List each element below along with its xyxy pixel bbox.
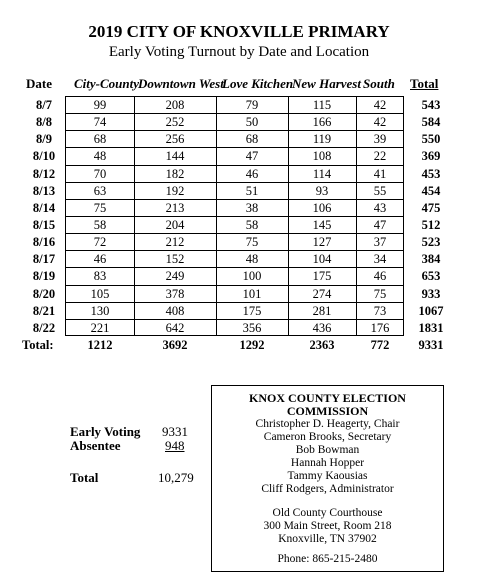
document-title: 2019 CITY OF KNOXVILLE PRIMARY bbox=[88, 22, 390, 41]
total-city-county: 1212 bbox=[87, 338, 113, 352]
cell-new-harvest: 114 bbox=[312, 166, 332, 181]
cell-south: 34 bbox=[373, 252, 387, 267]
summary-total-value: 10,279 bbox=[158, 470, 194, 485]
header-south: South bbox=[363, 76, 395, 91]
cell-south: 75 bbox=[373, 286, 387, 301]
cell-south: 39 bbox=[373, 132, 387, 147]
cell-new-harvest: 166 bbox=[312, 115, 332, 130]
cell-city-county: 63 bbox=[93, 183, 107, 198]
cell-new-harvest: 127 bbox=[312, 235, 332, 250]
grid-row-line bbox=[65, 113, 404, 114]
cell-love-kitchen: 51 bbox=[245, 183, 259, 198]
grid-row-line bbox=[65, 233, 404, 234]
row-date: 8/10 bbox=[32, 149, 56, 164]
cell-south: 37 bbox=[373, 235, 387, 250]
cell-downtown-west: 252 bbox=[165, 115, 185, 130]
cell-city-county: 58 bbox=[93, 218, 107, 232]
cell-love-kitchen: 75 bbox=[245, 235, 259, 250]
totals-label: Total: bbox=[22, 338, 54, 352]
cell-downtown-west: 213 bbox=[165, 200, 185, 215]
row-total: 1067 bbox=[418, 303, 444, 318]
cell-downtown-west: 256 bbox=[165, 132, 185, 147]
cell-downtown-west: 642 bbox=[165, 320, 185, 335]
row-date: 8/12 bbox=[32, 166, 56, 181]
cell-love-kitchen: 58 bbox=[245, 218, 259, 232]
cell-new-harvest: 274 bbox=[312, 286, 332, 301]
commission-title-2: COMMISSION bbox=[286, 404, 369, 418]
header-total: Total bbox=[410, 76, 439, 91]
total-love-kitchen: 1292 bbox=[239, 338, 265, 352]
cell-south: 22 bbox=[373, 149, 387, 164]
row-total: 584 bbox=[421, 115, 441, 130]
cell-new-harvest: 108 bbox=[312, 149, 332, 164]
grid-row-line bbox=[65, 319, 404, 320]
grid-row-line bbox=[65, 216, 404, 217]
cell-city-county: 68 bbox=[93, 132, 107, 147]
row-date: 8/15 bbox=[32, 218, 56, 232]
cell-downtown-west: 182 bbox=[165, 166, 185, 181]
row-total: 523 bbox=[421, 235, 441, 250]
cell-south: 41 bbox=[373, 166, 387, 181]
cell-new-harvest: 145 bbox=[312, 218, 332, 232]
cell-new-harvest: 436 bbox=[312, 320, 332, 335]
cell-city-county: 83 bbox=[93, 269, 107, 284]
cell-love-kitchen: 68 bbox=[245, 132, 259, 147]
address-line: Knoxville, TN 37902 bbox=[278, 533, 377, 545]
cell-city-county: 99 bbox=[93, 98, 107, 112]
row-date: 8/19 bbox=[32, 269, 56, 284]
cell-south: 43 bbox=[373, 200, 387, 215]
grid-row-line bbox=[65, 267, 404, 268]
cell-downtown-west: 192 bbox=[165, 183, 185, 198]
cell-south: 47 bbox=[373, 218, 387, 232]
cell-city-county: 75 bbox=[93, 200, 107, 215]
cell-love-kitchen: 175 bbox=[242, 303, 262, 318]
row-total: 543 bbox=[421, 98, 441, 112]
summary-early-value: 9331 bbox=[162, 424, 188, 439]
cell-downtown-west: 208 bbox=[165, 98, 185, 112]
cell-love-kitchen: 101 bbox=[242, 286, 262, 301]
cell-downtown-west: 378 bbox=[165, 286, 185, 301]
row-total: 933 bbox=[421, 286, 441, 301]
row-total: 369 bbox=[421, 149, 441, 164]
cell-downtown-west: 212 bbox=[165, 235, 185, 250]
cell-downtown-west: 408 bbox=[165, 303, 185, 318]
row-total: 384 bbox=[421, 252, 441, 267]
cell-city-county: 130 bbox=[90, 303, 110, 318]
cell-new-harvest: 93 bbox=[315, 183, 329, 198]
cell-downtown-west: 204 bbox=[165, 218, 185, 232]
header-city-county: City-County bbox=[74, 76, 140, 91]
row-total: 512 bbox=[421, 218, 441, 232]
cell-city-county: 48 bbox=[93, 149, 107, 164]
cell-south: 42 bbox=[373, 98, 387, 112]
cell-city-county: 46 bbox=[93, 252, 107, 267]
cell-love-kitchen: 46 bbox=[245, 166, 259, 181]
row-date: 8/8 bbox=[36, 115, 52, 130]
grid-row-line bbox=[65, 285, 404, 286]
row-date: 8/21 bbox=[32, 303, 56, 318]
cell-south: 42 bbox=[373, 115, 387, 130]
row-date: 8/7 bbox=[36, 98, 52, 112]
row-total: 454 bbox=[421, 183, 441, 198]
cell-love-kitchen: 356 bbox=[242, 320, 262, 335]
commission-title: KNOX COUNTY ELECTION bbox=[249, 391, 406, 405]
grid-row-line bbox=[65, 302, 404, 303]
row-total: 453 bbox=[421, 166, 441, 181]
summary-total-label: Total bbox=[70, 470, 99, 485]
cell-city-county: 74 bbox=[93, 115, 107, 130]
commission-member: Tammy Kaousias bbox=[287, 470, 368, 482]
cell-love-kitchen: 100 bbox=[242, 269, 262, 284]
cell-downtown-west: 152 bbox=[165, 252, 185, 267]
cell-downtown-west: 144 bbox=[165, 149, 185, 164]
cell-new-harvest: 115 bbox=[312, 98, 332, 112]
summary-absentee-value: 948 bbox=[165, 438, 185, 453]
row-date: 8/13 bbox=[32, 183, 56, 198]
cell-city-county: 72 bbox=[93, 235, 107, 250]
cell-south: 55 bbox=[373, 183, 387, 198]
cell-love-kitchen: 50 bbox=[245, 115, 259, 130]
cell-new-harvest: 104 bbox=[312, 252, 332, 267]
grid-row-line bbox=[65, 147, 404, 148]
row-total: 475 bbox=[421, 200, 441, 215]
row-date: 8/14 bbox=[32, 200, 56, 215]
grid-row-line bbox=[65, 130, 404, 131]
commission-member: Hannah Hopper bbox=[290, 457, 365, 469]
header-date: Date bbox=[26, 76, 52, 91]
cell-new-harvest: 175 bbox=[312, 269, 332, 284]
cell-south: 46 bbox=[373, 269, 387, 284]
row-date: 8/17 bbox=[32, 252, 56, 267]
total-downtown-west: 3692 bbox=[162, 338, 188, 352]
address-line: 300 Main Street, Room 218 bbox=[263, 520, 392, 532]
commission-member: Christopher D. Heagerty, Chair bbox=[255, 418, 400, 430]
row-total: 653 bbox=[421, 269, 441, 284]
grid-row-line bbox=[65, 165, 404, 166]
grid-row-line bbox=[65, 250, 404, 251]
cell-south: 73 bbox=[373, 303, 387, 318]
cell-new-harvest: 281 bbox=[312, 303, 332, 318]
document-subtitle: Early Voting Turnout by Date and Location bbox=[108, 44, 370, 60]
phone-number: Phone: 865-215-2480 bbox=[277, 553, 378, 565]
row-date: 8/22 bbox=[32, 320, 56, 335]
cell-love-kitchen: 47 bbox=[245, 149, 259, 164]
header-downtown-west: Downtown West bbox=[138, 76, 224, 91]
cell-city-county: 221 bbox=[90, 320, 110, 335]
commission-administrator: Cliff Rodgers, Administrator bbox=[261, 483, 394, 495]
grid-row-line bbox=[65, 199, 404, 200]
total-south: 772 bbox=[370, 338, 390, 352]
grid-row-line bbox=[65, 182, 404, 183]
header-love-kitchen: Love Kitchen bbox=[222, 76, 294, 91]
commission-member: Cameron Brooks, Secretary bbox=[263, 431, 392, 443]
address-line: Old County Courthouse bbox=[272, 507, 383, 519]
header-new-harvest: New Harvest bbox=[292, 76, 361, 91]
row-date: 8/20 bbox=[32, 286, 56, 301]
cell-city-county: 105 bbox=[90, 286, 110, 301]
cell-love-kitchen: 38 bbox=[245, 200, 259, 215]
cell-city-county: 70 bbox=[93, 166, 107, 181]
row-total: 1831 bbox=[418, 320, 444, 335]
summary-absentee-label: Absentee bbox=[70, 438, 121, 453]
cell-love-kitchen: 79 bbox=[245, 98, 259, 112]
row-date: 8/16 bbox=[32, 235, 56, 250]
total-grand: 9331 bbox=[418, 338, 444, 352]
cell-new-harvest: 106 bbox=[312, 200, 332, 215]
cell-new-harvest: 119 bbox=[312, 132, 332, 147]
summary-early-label: Early Voting bbox=[70, 424, 141, 439]
commission-member: Bob Bowman bbox=[295, 444, 360, 456]
cell-south: 176 bbox=[370, 320, 390, 335]
total-new-harvest: 2363 bbox=[309, 338, 335, 352]
cell-love-kitchen: 48 bbox=[245, 252, 259, 267]
commission-info-box bbox=[211, 385, 444, 572]
cell-downtown-west: 249 bbox=[165, 269, 185, 284]
row-date: 8/9 bbox=[36, 132, 52, 147]
row-total: 550 bbox=[421, 132, 441, 147]
